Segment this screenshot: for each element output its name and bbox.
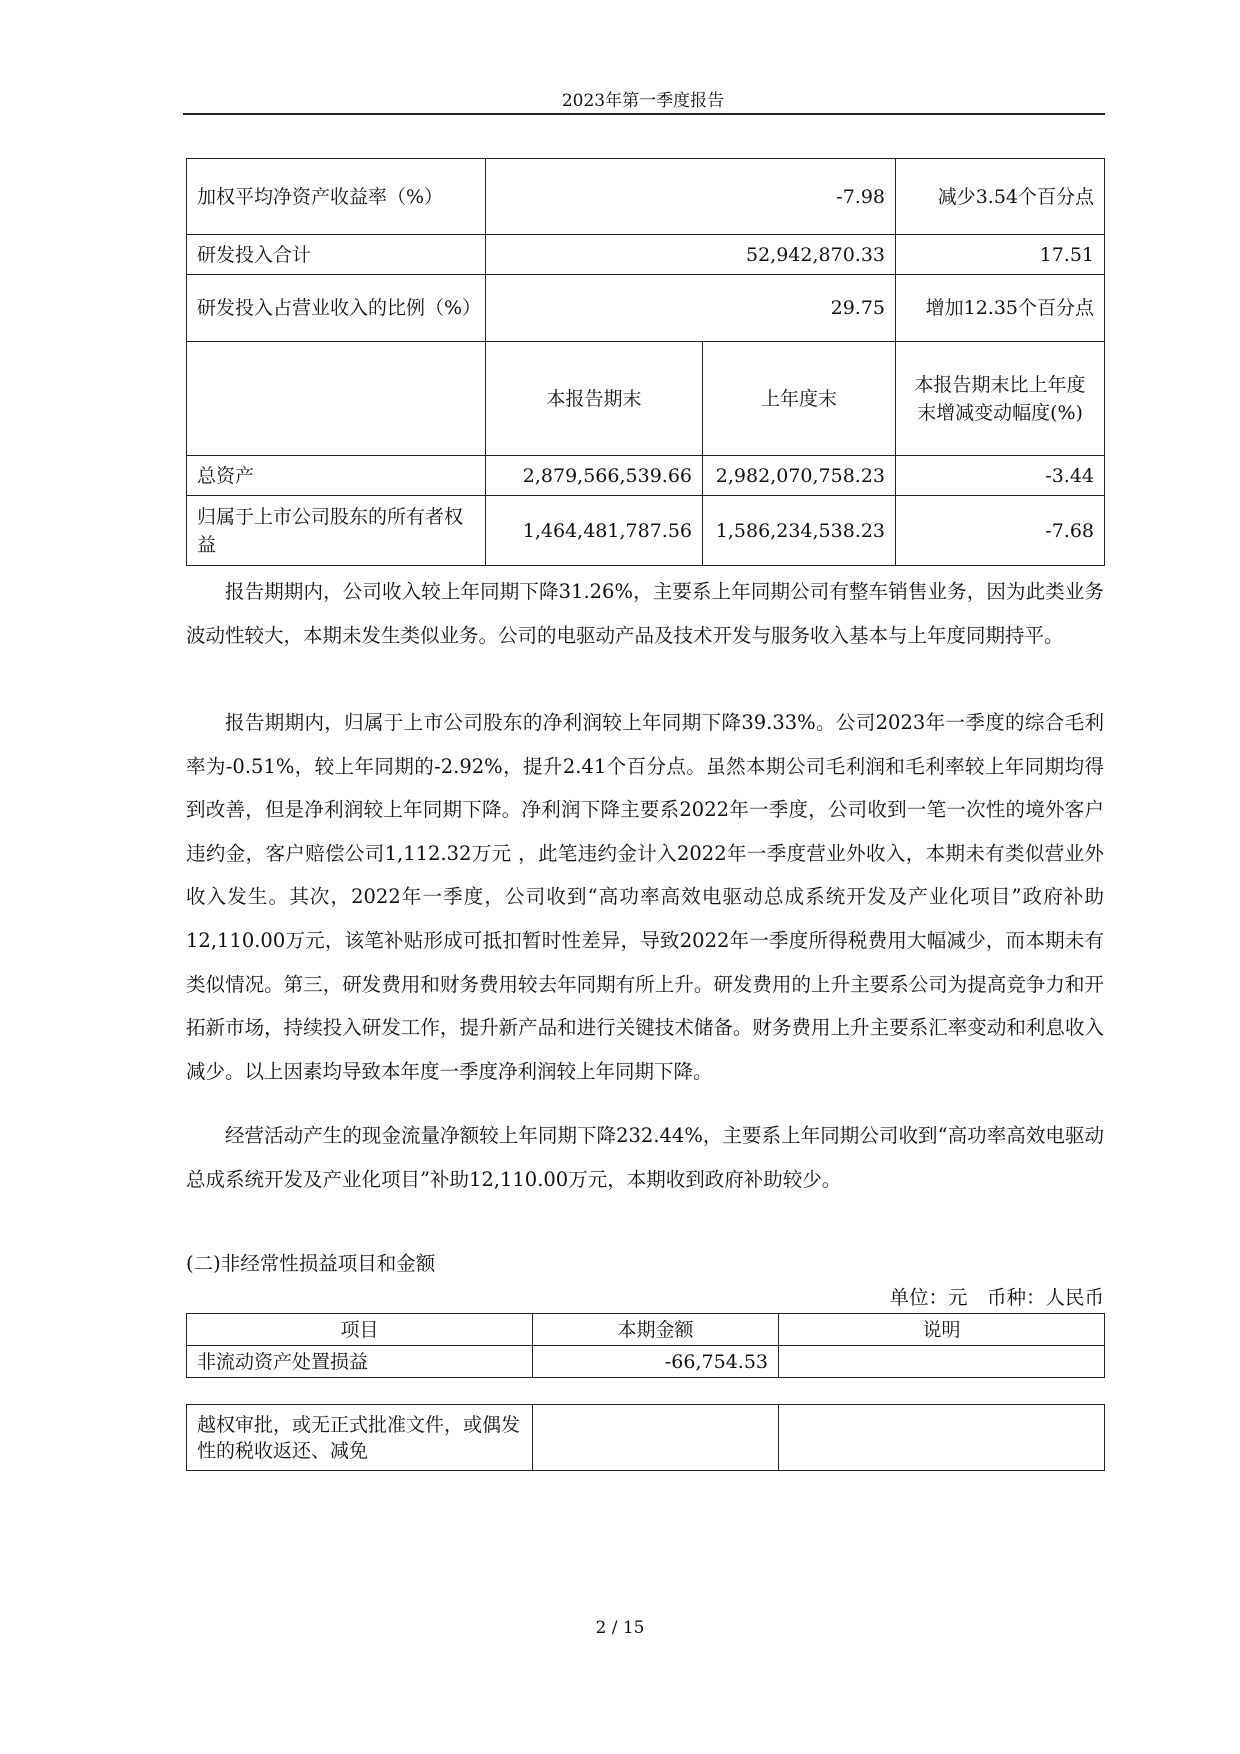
amount-header: 本期金额: [533, 1314, 779, 1346]
change-value: -7.68: [896, 496, 1105, 566]
table-row: [187, 1405, 1105, 1471]
prior-value: 2,982,070,758.23: [703, 456, 896, 496]
table-row: [187, 456, 1105, 496]
non-recurring-table-continued: [186, 1404, 1105, 1471]
change-header: 本报告期末比上年度末增减变动幅度(%): [896, 342, 1105, 456]
current-value: 1,464,481,787.56: [486, 496, 703, 566]
prior-value: 1,586,234,538.23: [703, 496, 896, 566]
key-indicators-table: [186, 158, 1105, 566]
unit-label: 单位：元 币种：人民币: [889, 1286, 1104, 1309]
non-recurring-table: [186, 1313, 1105, 1378]
row-label: 加权平均净资产收益率（%）: [187, 159, 486, 235]
table-row: [187, 1346, 1105, 1378]
current-period-header: 本报告期末: [486, 342, 703, 456]
empty-cell: [187, 342, 486, 456]
period-header-row: [187, 342, 1105, 456]
table-header-row: [187, 1314, 1105, 1346]
table-row: [187, 275, 1105, 342]
row-change: 17.51: [896, 235, 1105, 275]
amount-cell: [533, 1405, 779, 1471]
change-value: -3.44: [896, 456, 1105, 496]
paragraph-cash-flow: 经营活动产生的现金流量净额较上年同期下降232.44%，主要系上年同期公司收到“高功率高效电驱动总成系统开发及产业化项目”补助12,110.00万元，本期收到政府补助较少。: [186, 1124, 1104, 1191]
note-cell: [779, 1346, 1105, 1378]
note-cell: [779, 1405, 1105, 1471]
row-label: 归属于上市公司股东的所有者权益: [187, 496, 486, 566]
table-row: [187, 159, 1105, 235]
current-value: 2,879,566,539.66: [486, 456, 703, 496]
item-cell: 非流动资产处置损益: [187, 1346, 533, 1378]
amount-cell: -66,754.53: [533, 1346, 779, 1378]
note-header: 说明: [779, 1314, 1105, 1346]
row-value: -7.98: [486, 159, 896, 235]
item-header: 项目: [187, 1314, 533, 1346]
table-row: [187, 235, 1105, 275]
row-value: 52,942,870.33: [486, 235, 896, 275]
row-change: 增加12.35个百分点: [896, 275, 1105, 342]
page-header: 2023年第一季度报告: [561, 91, 725, 111]
section-title: (二)非经常性损益项目和金额: [186, 1252, 436, 1275]
table-row: [187, 496, 1105, 566]
header-rule: [183, 113, 1105, 115]
item-cell: 越权审批，或无正式批准文件，或偶发性的税收返还、减免: [187, 1405, 533, 1471]
page-number: 2 / 15: [595, 1618, 645, 1638]
paragraph-net-profit: 报告期期内，归属于上市公司股东的净利润较上年同期下降39.33%。公司2023年一季度的综合毛利率为-0.51%，较上年同期的-2.92%，提升2.41个百分点。虽然本期公司毛利润和毛利率较上年同期均得到改善，但是净利润较上年同期下降。净利润下降主要系2022年一季度，公司收到一笔一次性的境外客户违约金，客户赔偿公司1,112.32万元 ，此笔违约金计入2022年一季度营业外收入，本期未有类似营业外收入发生。其次，2022年一季度，公司收到“高功率高效电驱动总成系统开发及产业化项目”政府补助12,110.00万元，该笔补贴形成可抵扣暂时性差异，导致2022年一季度所得税费用大幅减少，而本期未有类似情况。第三，研发费用和财务费用较去年同期有所上升。研发费用的上升主要系公司为提高竞争力和开拓新市场，持续投入研发工作，提升新产品和进行关键技术储备。财务费用上升主要系汇率变动和利息收入减少。以上因素均导致本年度一季度净利润较上年同期下降。: [186, 711, 1104, 1083]
row-change: 减少3.54个百分点: [896, 159, 1105, 235]
row-label: 研发投入合计: [187, 235, 486, 275]
row-label: 总资产: [187, 456, 486, 496]
row-label: 研发投入占营业收入的比例（%）: [187, 275, 486, 342]
paragraph-revenue: 报告期期内，公司收入较上年同期下降31.26%，主要系上年同期公司有整车销售业务，因为此类业务波动性较大，本期未发生类似业务。公司的电驱动产品及技术开发与服务收入基本与上年度同期持平。: [186, 580, 1104, 647]
row-value: 29.75: [486, 275, 896, 342]
prior-year-header: 上年度末: [703, 342, 896, 456]
